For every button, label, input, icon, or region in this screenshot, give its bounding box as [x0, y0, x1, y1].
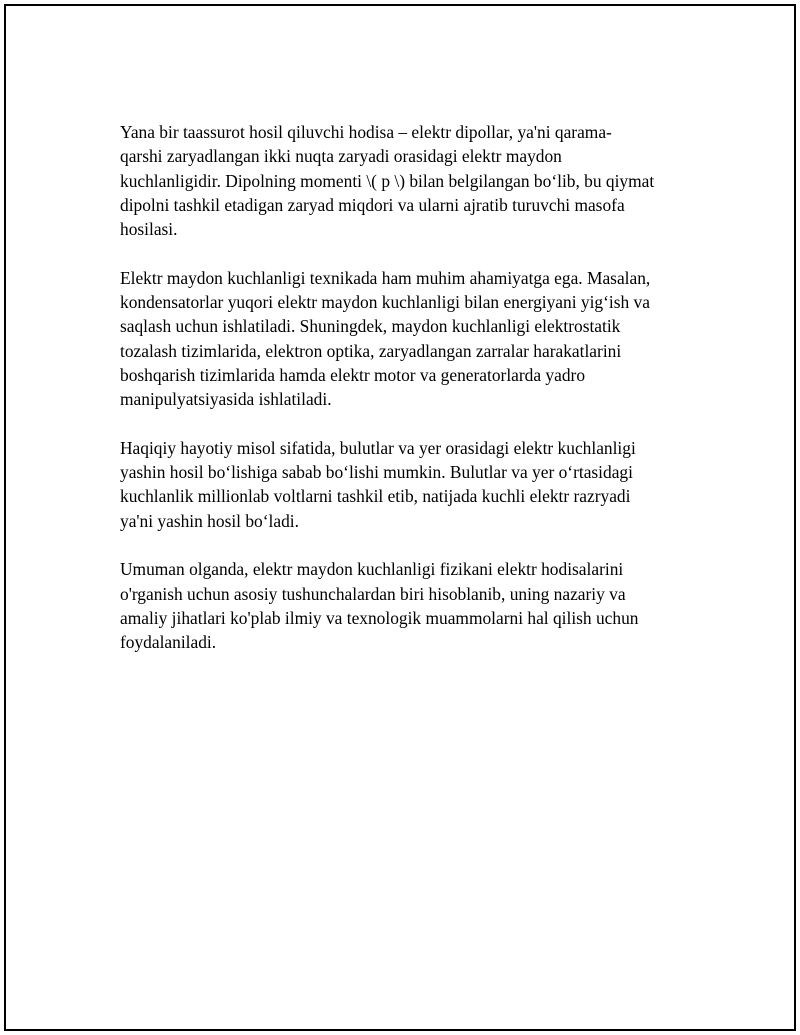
text-line: manipulyatsiyasida ishlatiladi.: [120, 389, 332, 410]
page-frame: [4, 4, 796, 1031]
text-line: kuchlanlik millionlab voltlarni tashkil etib, natijada kuchli elektr razryadi: [120, 486, 631, 507]
text-line: Umuman olganda, elektr maydon kuchlanligi fizikani elektr hodisalarini: [120, 559, 624, 580]
text-line: ya'ni yashin hosil bo‘ladi.: [120, 510, 299, 531]
text-line: kondensatorlar yuqori elektr maydon kuchlanligi bilan energiyani yig‘ish va: [120, 292, 650, 313]
paragraph-technology: [120, 266, 676, 412]
paragraph-conclusion: [120, 557, 676, 654]
text-line: Yana bir taassurot hosil qiluvchi hodisa – elektr dipollar, ya'ni qarama-: [120, 122, 612, 142]
paragraph-dipoles: [120, 120, 676, 241]
text-line: dipolni tashkil etadigan zaryad miqdori va ularni ajratib turuvchi masofa: [120, 194, 625, 215]
text-line: qarshi zaryadlangan ikki nuqta zaryadi orasidagi elektr maydon: [120, 146, 562, 167]
text-line: amaliy jihatlari ko'plab ilmiy va texnologik muammolarni hal qilish uchun: [120, 607, 639, 628]
text-line: yashin hosil bo‘lishiga sabab bo‘lishi mumkin. Bulutlar va yer o‘rtasidagi: [120, 462, 633, 483]
text-line: saqlash uchun ishlatiladi. Shuningdek, maydon kuchlanligi elektrostatik: [120, 316, 621, 337]
text-line: kuchlanligidir. Dipolning momenti \( p \) bilan belgilangan bo‘lib, bu qiymat: [120, 170, 655, 191]
text-line: Elektr maydon kuchlanligi texnikada ham muhim ahamiyatga ega. Masalan,: [120, 267, 651, 288]
document-body: [120, 120, 676, 679]
text-line: hosilasi.: [120, 219, 178, 240]
text-line: tozalash tizimlarida, elektron optika, zaryadlangan zarralar harakatlarini: [120, 340, 622, 361]
text-line: o'rganish uchun asosiy tushunchalardan biri hisoblanib, uning nazariy va: [120, 583, 626, 604]
paragraph-lightning: [120, 436, 676, 533]
text-line: Haqiqiy hayotiy misol sifatida, bulutlar va yer orasidagi elektr kuchlanligi: [120, 437, 636, 458]
text-line: boshqarish tizimlarida hamda elektr motor va generatorlarda yadro: [120, 364, 586, 385]
text-line: foydalaniladi.: [120, 632, 217, 653]
